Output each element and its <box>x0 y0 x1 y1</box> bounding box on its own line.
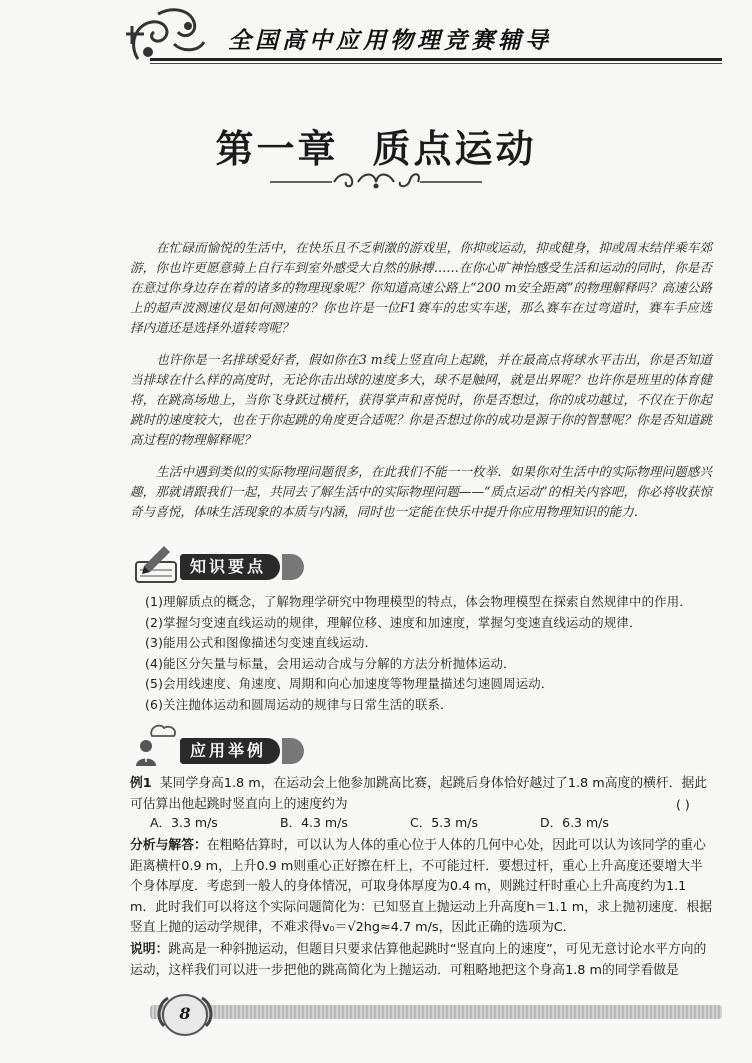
page-number: 8 <box>179 1004 191 1023</box>
list-item: (4)能区分矢量与标量，会用运动合成与分解的方法分析抛体运动． <box>145 655 516 671</box>
list-item: (6)关注抛体运动和圆周运动的规律与日常生活的联系． <box>145 696 453 712</box>
example-1-note: 说明：跳高是一种斜抛运动，但题目只要求估算他起跳时“竖直向上的速度”，可见无意讨论水平方向的运动，这样我们可以进一步把他的跳高简化为上抛运动．可粗略地把这个身高1.8 m的同学看做是 <box>130 942 707 978</box>
option-a: A．3.3 m/s <box>150 815 218 830</box>
list-item: (5)会用线速度、角速度、周期和向心加速度等物理量描述匀速圆周运动． <box>145 676 554 692</box>
intro-paragraph-1: 在忙碌而愉悦的生活中，在快乐且不乏刺激的游戏里，你抑或运动，抑或健身，抑或周末结伴乘车郊游，你也许更愿意骑上自行车到室外感受大自然的脉搏……在你心旷神怡感受生活和运动的同时，你是否在意过你身边存在着的诸多的物理现象呢？你知道高速公路上“200 m安全距离”的物理解释吗？高速公路上的超声波测速仪是如何测速的？你也许是一位F1赛车的忠实车迷，那么赛车在过弯道时，赛车手应选择内道还是选择外道转弯呢？ <box>130 240 712 335</box>
book-title: 全国高中应用物理竞赛辅导 <box>228 28 552 54</box>
intro-paragraph-2: 也许你是一名排球爱好者，假如你在3 m线上竖直向上起跳，并在最高点将球水平击出，你是否知道当排球在什么样的高度时，无论你击出球的速度多大，球不是触网，就是出界呢？也许你是班里的体育健将，在跳高场地上，当你飞身跃过横杆，获得掌声和喜悦时，你是否想过，你的成功越过，不仅在于你起跳时的速度较大，也在于你起跳的角度更合适呢？你是否想过你的成功是源于你的智慧呢？你是否知道跳高过程的物理解释呢？ <box>130 352 712 447</box>
option-b: B．4.3 m/s <box>280 815 348 830</box>
examples-label: 应用举例 <box>180 738 280 764</box>
chapter-name: 质点运动 <box>372 126 537 171</box>
example-1-analysis: 分析与解答：在粗略估算时，可以认为人体的重心位于人体的几何中心处，因此可以认为该同学的重心距离横杆0.9 m，上升0.9 m则重心正好擦在杆上，不可能过杆．要想过杆，重心上升高度还要增大半个身体厚度．考虑到一般人的身体情况，可取身体厚度为0.4 m，则跳过杆时重心上升高度约为1.1 m．此时我们可以将这个实际问题简化为：已知竖直上抛运动上升高度h＝1.1 m，求上抛初速度．根据竖直上抛的运动学规律，不难求得v₀＝√2hg≈4.7 m/s，因此正确的选项为C． <box>130 838 713 935</box>
option-c: C．5.3 m/s <box>410 815 478 830</box>
examples-heading <box>130 732 330 766</box>
header-rule <box>150 58 722 61</box>
example-1-question: 例1 某同学身高1.8 m，在运动会上他参加跳高比赛，起跳后身体恰好越过了1.8 m高度的横杆．据此可估算出他起跳时竖直向上的速度约为 <box>130 776 708 812</box>
examples-label-tail <box>282 738 304 764</box>
list-item: (3)能用公式和图像描述匀变速直线运动． <box>145 635 378 651</box>
list-item: (2)掌握匀变速直线运动的规律，理解位移、速度和加速度，掌握匀变速直线运动的规律． <box>145 614 642 630</box>
footer-band <box>150 1005 722 1019</box>
key-points-label: 知识要点 <box>180 554 280 580</box>
key-points-heading <box>130 548 330 582</box>
page-header <box>0 0 752 70</box>
list-item: (1)理解质点的概念，了解物理学研究中物理模型的特点，体会物理模型在探索自然规律中的作用． <box>145 594 692 609</box>
title-ornament-icon <box>270 172 482 192</box>
intro-paragraph-3: 生活中遇到类似的实际物理问题很多，在此我们不能一一枚举．如果你对生活中的实际物理问题感兴趣，那就请跟我们一起，共同去了解生活中的实际物理问题——“质点运动”的相关内容吧，你必将收获惊奇与喜悦，体味生活现象的本质与内涵，同时也一定能在快乐中提升你应用物理知识的能力． <box>130 464 712 519</box>
header-rule-thin <box>150 63 722 64</box>
key-points-list <box>145 592 715 716</box>
example-1-options <box>150 813 710 831</box>
person-cloud-icon <box>130 722 186 766</box>
option-d: D．6.3 m/s <box>540 815 609 830</box>
corner-ornament-icon <box>118 4 218 66</box>
pencil-notebook-icon <box>130 544 186 584</box>
chapter-title <box>0 118 752 173</box>
key-points-label-tail <box>282 554 304 580</box>
answer-parenthesis: ( ) <box>676 797 690 812</box>
chapter-number: 第一章 <box>215 126 339 171</box>
